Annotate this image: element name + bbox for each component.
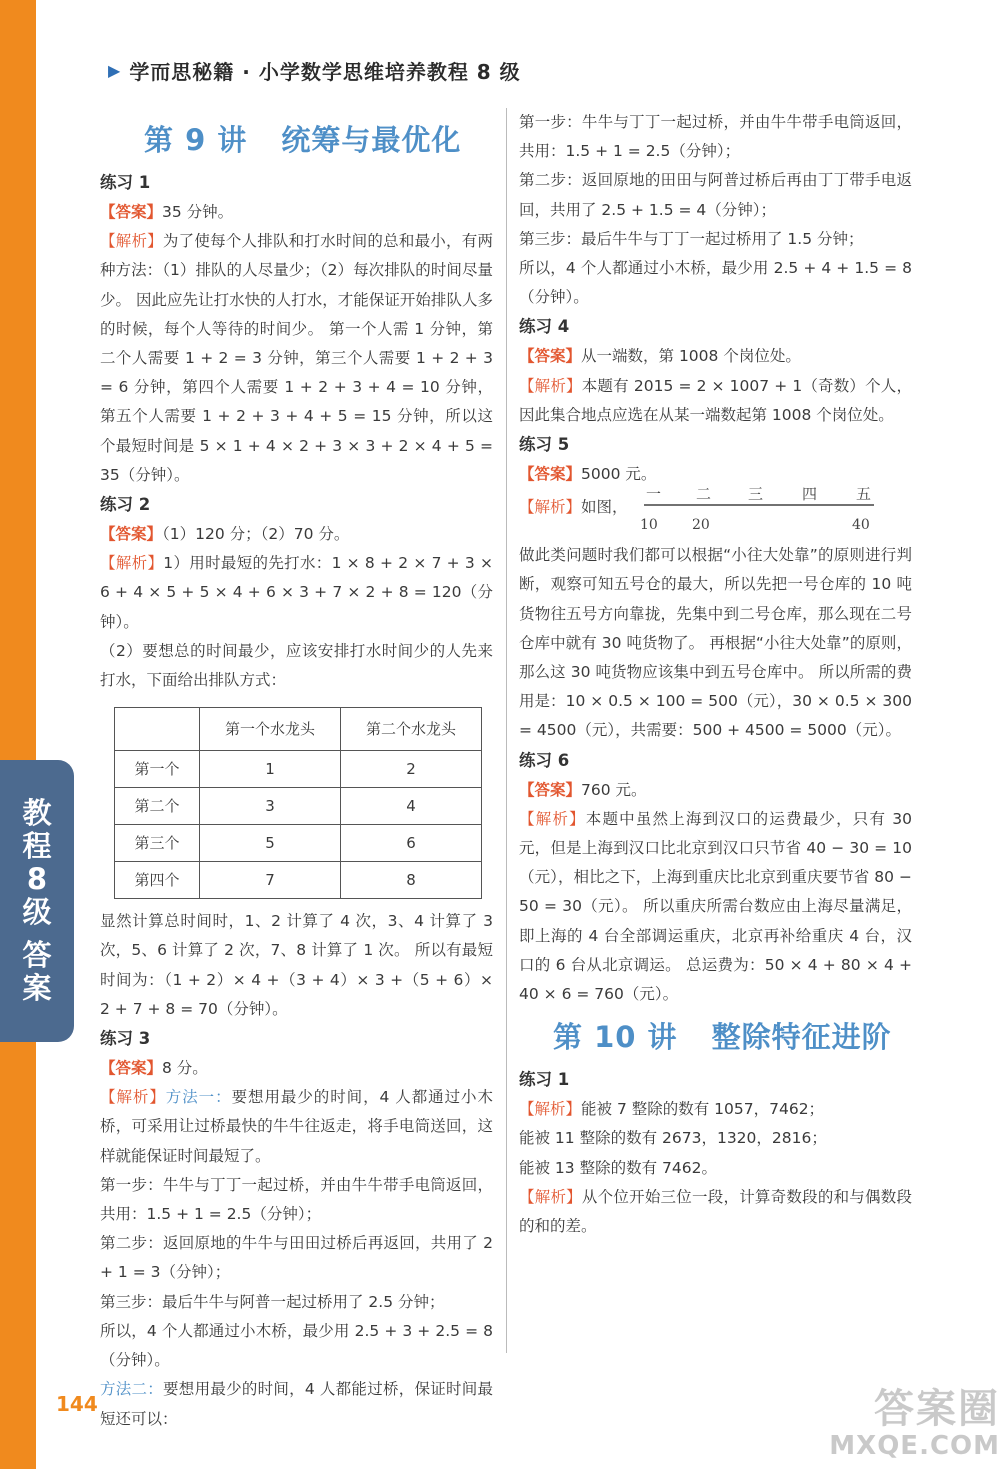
lecture-10-title [519, 1015, 912, 1059]
answer-text: （1）120 分；（2）70 分。 [162, 525, 350, 544]
exercise-title: 练习 4 [519, 317, 570, 337]
answer-line [100, 520, 493, 549]
table-cell: 第四个 [115, 862, 200, 899]
analysis-text: 1）用时最短的先打水：1 × 8 + 2 × 7 + 3 × 6 + 4 × 5 + 5 × 4 + 6 × 3 + 7 × 2 + 8 = 120（分钟）。 [100, 554, 493, 631]
analysis-text: 从个位开始三位一段，计算奇数段的和与偶数段的和的差。 [519, 1187, 912, 1236]
table-row [115, 751, 482, 788]
analysis-tag: 【解析】 [519, 498, 582, 517]
analysis-paragraph: 做此类问题时我们都可以根据“小往大处靠”的原则进行判断，观察可知五号仓的最大，所以先把一号仓库的 10 吨货物往五号方向靠拢，先集中到二号仓库，那么现在二号仓库中就有 30 吨货物了。 再根据“小往大处靠”的原则，那么这 30 吨货物应该集中到五号仓库中。 所以所需的费用是：10 × 0.5 × 100 = 500（元），30 × 0.5 × 300 = 4500（元），共需要：500 + 4500 = 5000（元）。 [519, 546, 912, 740]
analysis-tag: 【解析】 [100, 1088, 166, 1107]
table-row [115, 825, 482, 862]
exercise-title: 练习 5 [519, 435, 570, 455]
exercise-title: 练习 3 [100, 1029, 151, 1049]
analysis-tag: 【解析】 [519, 809, 586, 828]
warehouse-number-line-figure [636, 483, 886, 539]
answer-tag: 【答案】 [100, 525, 163, 544]
warehouse-label: 二 [695, 485, 711, 504]
answer-text: 35 分钟。 [162, 203, 234, 221]
analysis-tag: 【解析】 [519, 376, 582, 395]
answer-tag: 【答案】 [519, 347, 582, 366]
analysis-tag: 【解析】 [519, 1100, 582, 1119]
table-cell: 7 [200, 862, 341, 899]
answer-tag: 【答案】 [100, 1059, 163, 1078]
table-cell: 6 [341, 825, 482, 862]
method-label: 方法一： [165, 1088, 232, 1107]
warehouse-label: 四 [801, 485, 817, 504]
exercise-title: 练习 1 [519, 1070, 570, 1090]
side-tab-char: 答 [22, 938, 52, 972]
page-number: 144 [56, 1392, 98, 1416]
step-line: 第一步：牛牛与丁丁一起过桥，并由牛牛带手电筒返回，共用：1.5 + 1 = 2.5（分钟）； [100, 1175, 493, 1224]
exercise-title: 练习 1 [100, 173, 151, 192]
answer-line [100, 198, 493, 227]
table-header-cell [115, 708, 200, 751]
analysis-text: 能被 7 整除的数有 1057，7462； [581, 1100, 825, 1119]
right-column [519, 108, 912, 1241]
table-cell: 3 [200, 788, 341, 825]
warehouse-label: 三 [747, 485, 763, 504]
answer-tag: 【答案】 [519, 465, 582, 484]
left-column [100, 118, 493, 1434]
analysis-paragraph [100, 549, 493, 637]
analysis-paragraph [519, 805, 912, 1009]
method-label: 方法二： [100, 1380, 164, 1399]
lecture-name: 统筹与最优化 [281, 123, 462, 157]
answer-line [519, 342, 912, 371]
analysis-line: 能被 11 整除的数有 2673，1320，2816； [519, 1129, 827, 1148]
warehouse-label: 五 [855, 485, 871, 504]
play-arrow-icon: ▶ [108, 61, 122, 80]
answer-text: 8 分。 [162, 1059, 208, 1078]
analysis-paragraph [519, 1183, 912, 1241]
answer-tag: 【答案】 [100, 203, 163, 221]
analysis-tag: 【解析】 [519, 1187, 582, 1206]
watermark-url: MXQE.COM [829, 1430, 1000, 1461]
exercise-title: 练习 2 [100, 495, 151, 515]
watermark-text: 答案圈 [874, 1385, 1000, 1432]
warehouse-label: 一 [645, 485, 661, 504]
lecture-number: 第 10 讲 [553, 1020, 678, 1055]
exercise-title: 练习 6 [519, 750, 570, 770]
analysis-line: 能被 13 整除的数有 7462。 [519, 1158, 717, 1177]
analysis-text: 本题中虽然上海到汉口的运费最少，只有 30 元，但是上海到汉口比北京到汉口只节省 40 − 30 = 10（元），相比之下，上海到重庆比北京到重庆要节省 80 − 50 = 30（元）。 所以重庆所需台数应由上海尽量满足，即上海的 4 台全部调运重庆，北京再补给重庆 4 台，汉口的 6 台从北京调运。 总运费为：50 × 4 + 80 × 4 + 40 × 6 = 760（元）。 [519, 809, 912, 1004]
analysis-text: 要想用最少的时间，4 人都通过小木桥，可采用让过桥最快的牛牛往返走，将手电筒送回，这样就能保证时间最短了。 [100, 1088, 493, 1165]
step-line: 第三步：最后牛牛与阿普一起过桥用了 2.5 分钟； [100, 1292, 445, 1311]
answer-tag: 【答案】 [519, 780, 582, 799]
analysis-paragraph: 显然计算总时间时，1、2 计算了 4 次，3、4 计算了 3 次，5、6 计算了 2 次，7、8 计算了 1 次。 所以有最短时间为：（1 + 2）× 4 +（3 + 4）× 3 +（5 + 6）× 2 + 7 + 8 = 70（分钟）。 [100, 912, 493, 1018]
lecture-number: 第 9 讲 [144, 123, 248, 157]
table-cell: 第三个 [115, 825, 200, 862]
answer-text: 5000 元。 [581, 465, 657, 484]
step-line: 第三步：最后牛牛与丁丁一起过桥用了 1.5 分钟； [519, 229, 864, 248]
side-tab-textbook-level-answers [0, 760, 74, 1042]
lecture-9-title [100, 118, 493, 162]
analysis-paragraph [100, 227, 493, 490]
analysis-text: 本题有 2015 = 2 × 1007 + 1（奇数）个人，因此集合地点应选在从某一端数起第 1008 个岗位处。 [519, 376, 912, 424]
analysis-tag: 【解析】 [100, 232, 163, 251]
answer-text: 从一端数，第 1008 个岗位处。 [581, 347, 801, 366]
analysis-paragraph [519, 1095, 912, 1124]
side-tab-char: 案 [22, 971, 52, 1005]
step-line: 第二步：返回原地的田田与阿普过桥后再由丁丁带手电返回，共用了 2.5 + 1.5 = 4（分钟）； [519, 171, 912, 219]
lecture-name: 整除特征进阶 [711, 1020, 892, 1055]
side-tab-char: 8 [26, 862, 48, 896]
analysis-text: 要想用最少的时间，4 人都能过桥，保证时间最短还可以： [100, 1380, 493, 1428]
summary-line: 所以，4 个人都通过小木桥，最少用 2.5 + 4 + 1.5 = 8（分钟）。 [519, 259, 912, 307]
page-header [108, 56, 521, 85]
figure-prefix: 如图， [581, 498, 628, 517]
analysis-paragraph [519, 372, 912, 430]
analysis-paragraph: （2）要想总的时间最少，应该安排打水时间少的人先来打水，下面给出排队方式： [100, 641, 493, 690]
step-line: 第一步：牛牛与丁丁一起过桥，并由牛牛带手电筒返回，共用：1.5 + 1 = 2.5（分钟）； [519, 113, 912, 161]
analysis-paragraph [100, 1375, 493, 1433]
tonnage-label: 10 [639, 517, 658, 534]
orange-edge-bar [0, 0, 36, 1469]
table-cell: 第二个 [115, 788, 200, 825]
step-line: 第二步：返回原地的牛牛与田田过桥后再返回，共用了 2 + 1 = 3（分钟）； [100, 1234, 493, 1282]
warehouse-figure-line [519, 485, 912, 539]
table-header-cell: 第一个水龙头 [200, 708, 341, 751]
side-tab-char: 级 [22, 895, 52, 929]
column-divider [506, 108, 507, 1353]
side-tab-char: 程 [22, 829, 52, 863]
analysis-tag: 【解析】 [100, 554, 164, 573]
answer-line [519, 776, 912, 805]
watermark-logo [810, 1378, 1000, 1469]
summary-line: 所以，4 个人都通过小木桥，最少用 2.5 + 3 + 2.5 = 8（分钟）。 [100, 1321, 493, 1370]
analysis-text: 为了使每个人排队和打水时间的总和最小，有两种方法：（1）排队的人尽量少；（2）每次排队的时间尽量少。 因此应先让打水快的人打水，才能保证开始排队人多的时候，每个人等待的时间少。 第一个人需 1 分钟，第二个人需要 1 + 2 = 3 分钟，第三个人需要 1 + 2 + 3 = 6 分钟，第四个人需要 1 + 2 + 3 + 4 = 10 分钟，第五个人需要 1 + 2 + 3 + 4 + 5 = 15 分钟，所以这个最短时间是 5 × 1 + 4 × 2 + 3 × 3 + 2 × 4 + 5 = 35（分钟）。 [100, 232, 493, 484]
table-header-row [115, 708, 482, 751]
table-header-cell: 第二个水龙头 [341, 708, 482, 751]
table-cell: 4 [341, 788, 482, 825]
table-cell: 5 [200, 825, 341, 862]
table-row [115, 788, 482, 825]
header-title: 学而思秘籍 · 小学数学思维培养教程 8 级 [129, 60, 521, 84]
tonnage-label: 20 [691, 517, 710, 534]
analysis-paragraph [100, 1083, 493, 1171]
answer-text: 760 元。 [581, 780, 647, 799]
faucet-schedule-table [114, 707, 482, 899]
table-cell: 8 [341, 862, 482, 899]
answer-line [100, 1054, 493, 1083]
table-row [115, 862, 482, 899]
tonnage-label: 40 [851, 517, 870, 534]
side-tab-char: 教 [22, 796, 52, 830]
table-cell: 1 [200, 751, 341, 788]
table-cell: 第一个 [115, 751, 200, 788]
table-cell: 2 [341, 751, 482, 788]
